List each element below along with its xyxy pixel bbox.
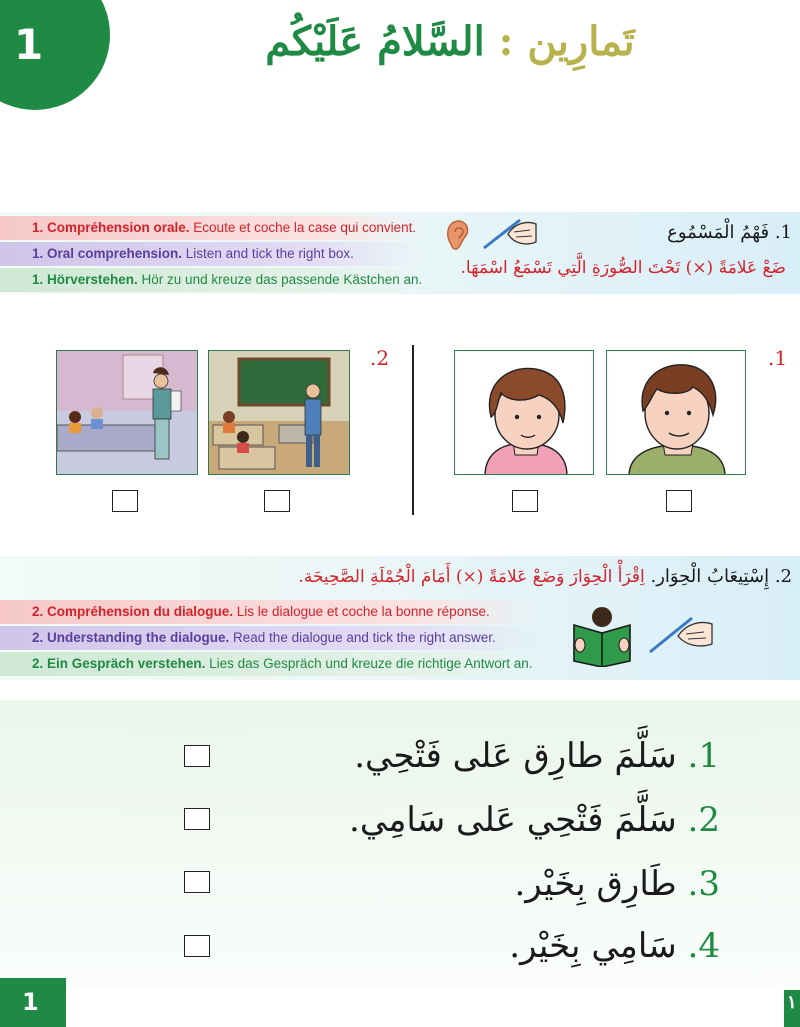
checkbox-girl[interactable] [512, 490, 538, 512]
sentence-3: 3. طَارِق بِخَيْر. [514, 864, 720, 904]
boy-picture [606, 350, 746, 475]
exercise1-instruction-en: 1. Oral comprehension. Listen and tick the right box. [0, 242, 420, 266]
sentence-2: 2. سَلَّمَ فَتْحِي عَلى سَامِي. [349, 800, 720, 840]
title-greeting: السَّلامُ عَلَيْكُم [265, 18, 485, 65]
item2-label: .2 [370, 346, 390, 370]
ear-icon [443, 218, 473, 252]
pen-hand-icon [480, 212, 540, 252]
exercise1-instruction-fr: 1. Compréhension orale. Ecoute et coche la case qui convient. [0, 216, 420, 240]
exercise2-instruction-de: 2. Ein Gespräch verstehen. Lies das Gespräch und kreuze die richtige Antwort an. [0, 652, 540, 676]
exercise1-instruction-de: 1. Hörverstehen. Hör zu und kreuze das passende Kästchen an. [0, 268, 420, 292]
checkbox-class-teacher[interactable] [264, 490, 290, 512]
exercise2-arabic-heading: 2. إِسْتِيعَابُ الْحِوَار. اِقْرَأْ الْحِوَارَ وَضَعْ عَلامَةً (×) أَمَامَ الْجُمْلَةِ الصَّحِيحَة. [298, 566, 792, 587]
checkbox-sentence-4[interactable] [184, 935, 210, 957]
classroom-students-illustration [57, 351, 198, 475]
girl-illustration [455, 351, 594, 475]
checkbox-boy[interactable] [666, 490, 692, 512]
page-number-left-text: 1 [22, 988, 39, 1016]
exercise1-arabic-heading: 1. فَهْمُ الْمَسْمُوع [667, 222, 792, 243]
title-exercises: تَمارِين : [498, 18, 635, 65]
checkbox-sentence-1[interactable] [184, 745, 210, 767]
checkbox-sentence-2[interactable] [184, 808, 210, 830]
exercise2-instruction-fr: 2. Compréhension du dialogue. Lis le dialogue et coche la bonne réponse. [0, 600, 540, 624]
checkbox-class-students[interactable] [112, 490, 138, 512]
reading-child-icon [570, 605, 634, 667]
pen-hand-icon [646, 610, 716, 656]
page-number-right-text: ١ [787, 992, 797, 1013]
lesson-number: 1 [14, 20, 44, 69]
girl-picture [454, 350, 594, 475]
page-title [180, 18, 720, 65]
classroom-students-picture [56, 350, 198, 475]
page-number-left [0, 978, 66, 1027]
classroom-teacher-picture [208, 350, 350, 475]
sentence-1: 1. سَلَّمَ طارِق عَلى فَتْحِي. [354, 736, 720, 776]
checkbox-sentence-3[interactable] [184, 871, 210, 893]
page-number-right [784, 990, 800, 1027]
picture-divider [412, 345, 414, 515]
classroom-teacher-illustration [209, 351, 350, 475]
boy-illustration [607, 351, 746, 475]
sentence-4: 4. سَامِي بِخَيْر. [509, 926, 720, 966]
exercise1-arabic-instruction: ضَعْ عَلامَةً (×) تَحْتَ الصُّورَةِ الَّتِي تَسْمَعُ اسْمَهَا. [460, 258, 786, 278]
exercise2-instruction-en: 2. Understanding the dialogue. Read the dialogue and tick the right answer. [0, 626, 540, 650]
item1-label: .1 [768, 346, 788, 370]
